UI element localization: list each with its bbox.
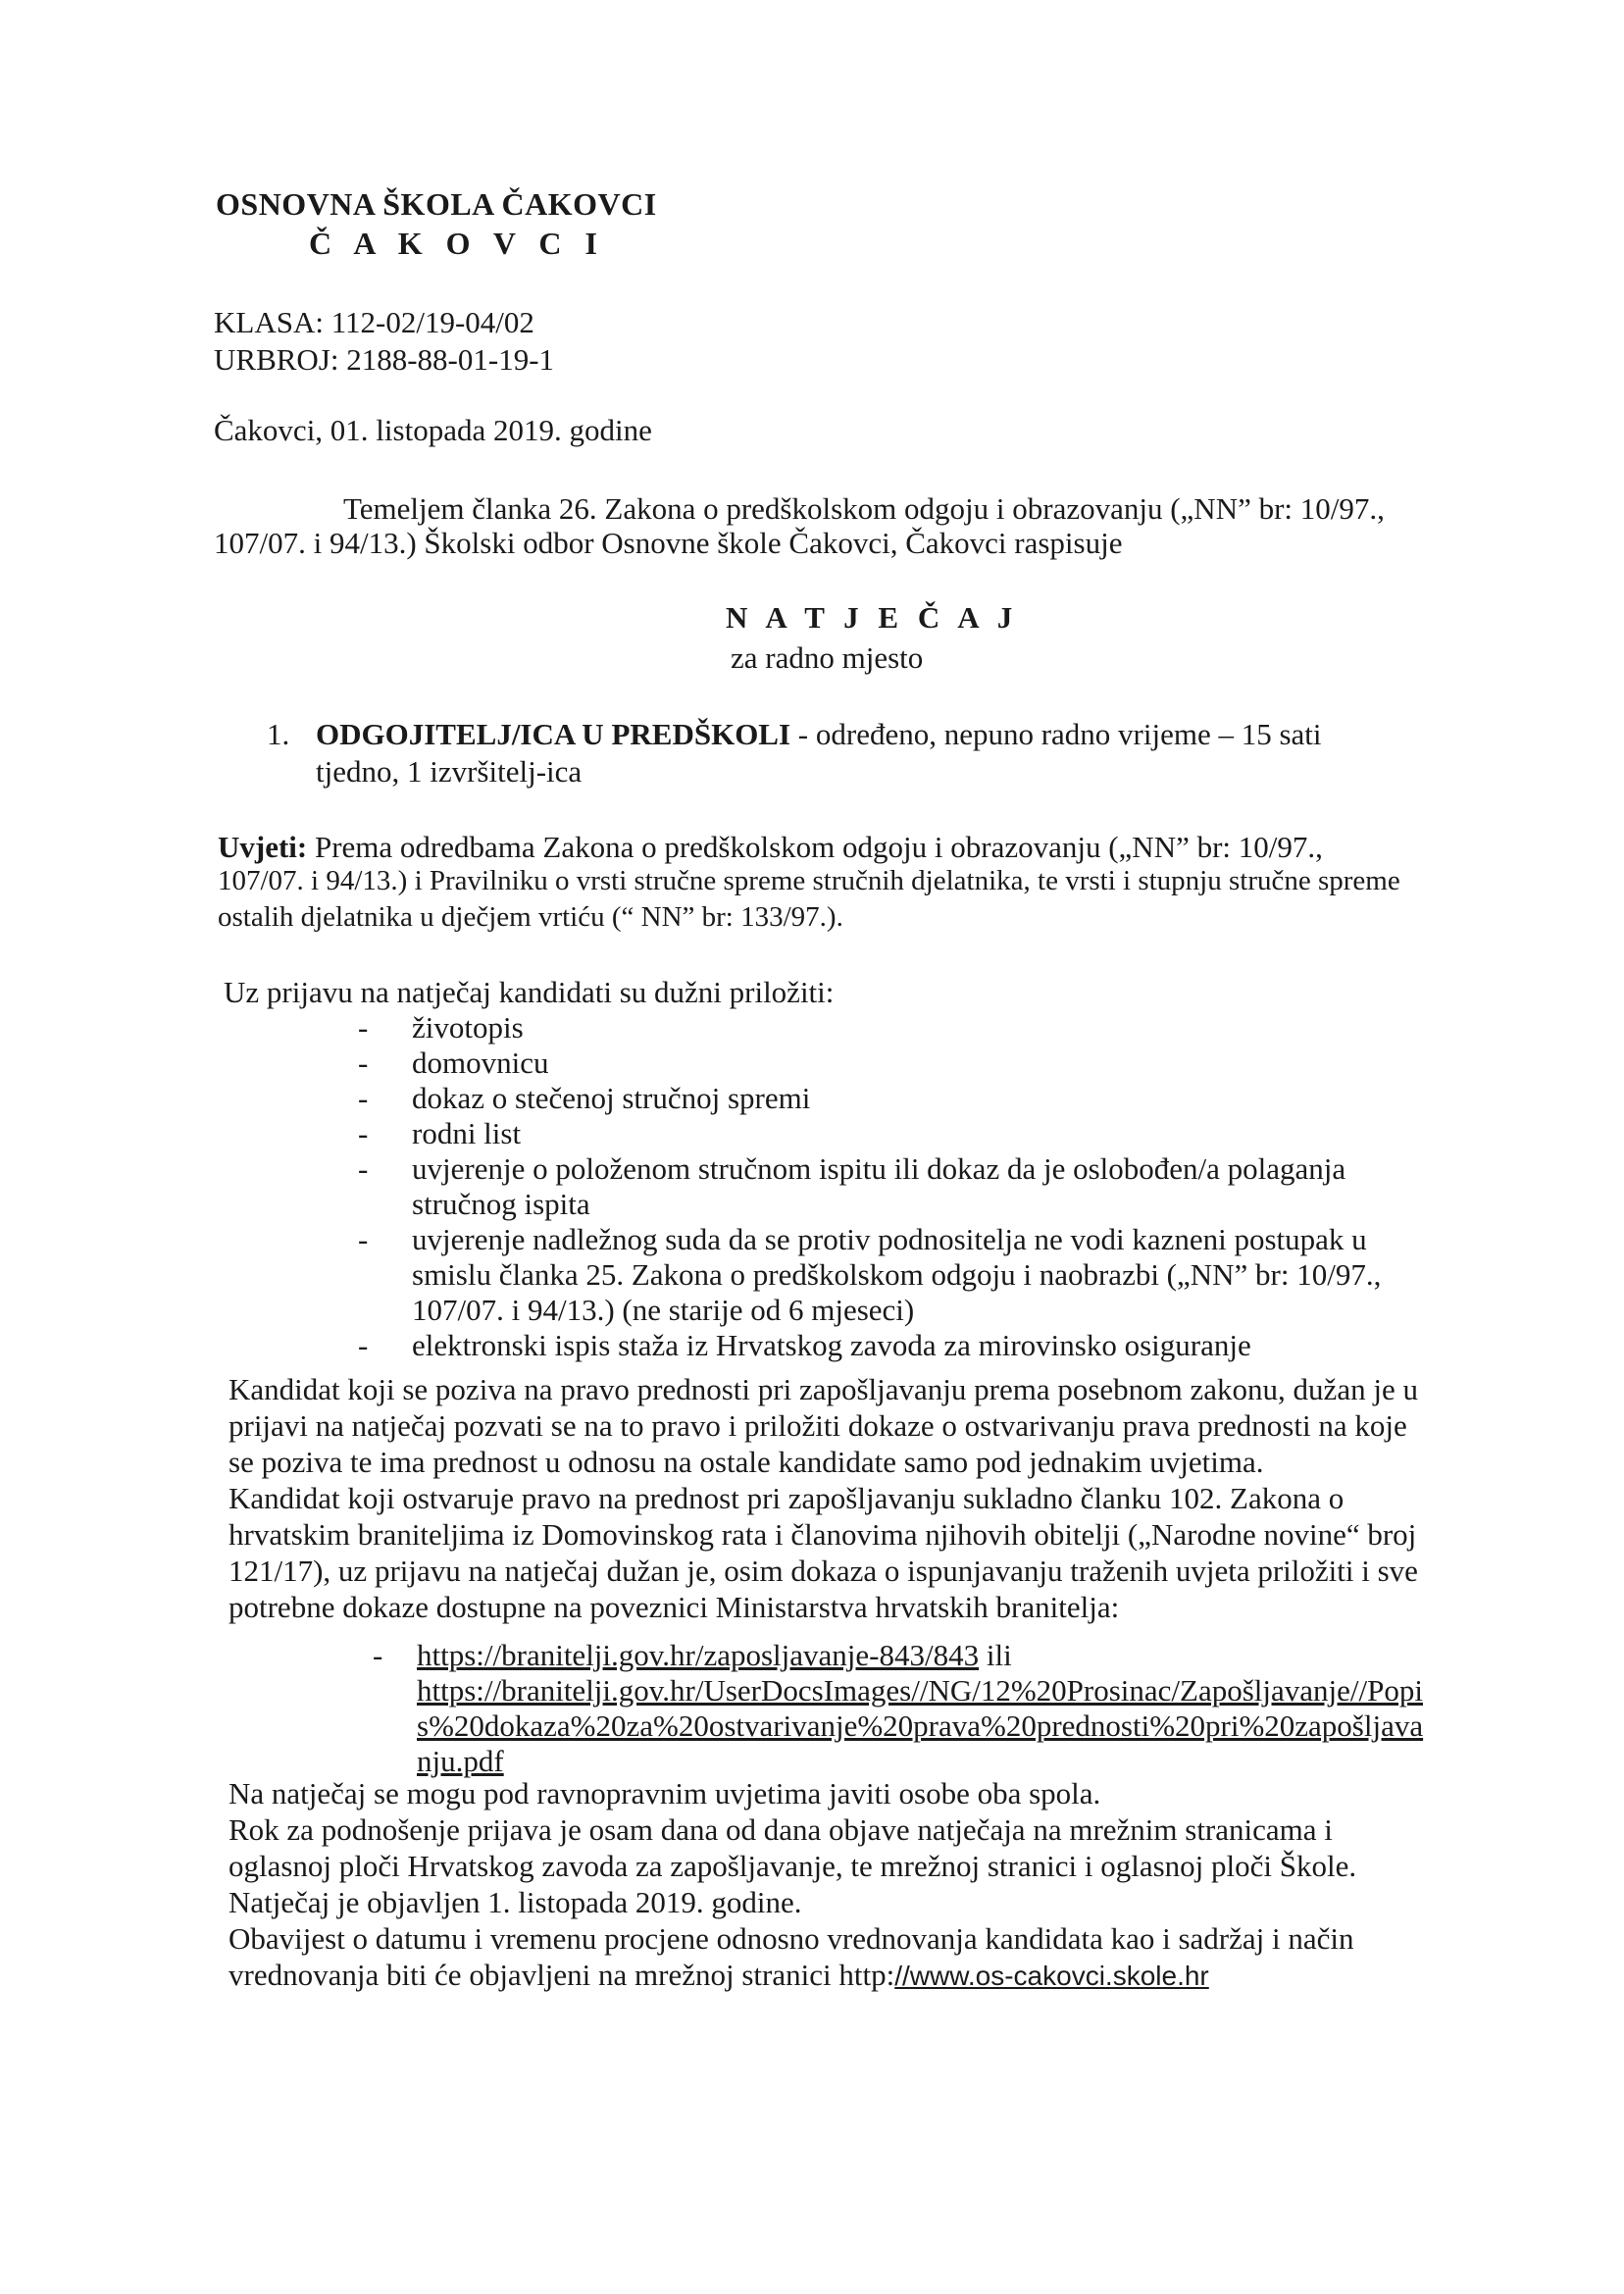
branitelji-link-1[interactable]: https://branitelji.gov.hr/zaposljavanje-843/843 xyxy=(417,1638,980,1672)
paragraph-line xyxy=(228,1957,1356,1994)
position-line xyxy=(267,716,1322,753)
school-name: OSNOVNA ŠKOLA ČAKOVCI xyxy=(216,186,657,222)
paragraph-line: Rok za podnošenje prijava je osam dana od dana objave natječaja na mrežnim stranicama i xyxy=(228,1812,1333,1847)
position-detail-2: tjedno, 1 izvršitelj-ica xyxy=(316,754,583,789)
klasa-line: KLASA: 112-02/19-04/02 xyxy=(214,305,534,339)
paragraph-line: se poziva te ima prednost u odnosu na ostale kandidate samo pod jednakim uvjetima. xyxy=(228,1445,1264,1479)
conditions-label: Uvjeti: xyxy=(218,830,308,864)
priority-paragraph-1 xyxy=(228,1371,1418,1480)
conditions-line-1 xyxy=(218,829,1323,866)
list-item xyxy=(358,1328,1381,1363)
paragraph-line: 121/17), uz prijavu na natječaj dužan je, osim dokaza o ispunjavanju traženih uvjeta priložiti i sve xyxy=(228,1554,1418,1588)
dash-bullet: - xyxy=(373,1638,383,1672)
link-item xyxy=(373,1638,1423,1779)
paragraph-line: oglasnoj ploči Hrvatskog zavoda za zapošljavanje, te mrežnoj stranici i oglasnoj ploči Škole. xyxy=(228,1849,1357,1883)
list-item-text: smislu članka 25. Zakona o predškolskom odgoju i naobrazbi („NN” br: 10/97., xyxy=(412,1257,1382,1292)
paragraph-line: Natječaj je objavljen 1. listopada 2019. godine. xyxy=(228,1885,802,1919)
requirements-list xyxy=(358,1010,1381,1363)
branitelji-link-2[interactable]: https://branitelji.gov.hr/UserDocsImages//NG/12%20Prosinac/Zapošljavanje//Popi xyxy=(417,1673,1423,1708)
conditions-text-1: Prema odredbama Zakona o predškolskom odgoju i obrazovanju („NN” br: 10/97., xyxy=(307,830,1323,864)
dash-bullet: - xyxy=(358,1010,369,1045)
links-list xyxy=(373,1638,1423,1779)
conditions-line-2: 107/07. i 94/13.) i Pravilniku o vrsti stručne spreme stručnih djelatnika, te vrsti i stupnju stručne spreme xyxy=(218,865,1400,896)
priority-paragraph-2 xyxy=(228,1480,1418,1625)
position-detail: - određeno, nepuno radno vrijeme – 15 sati xyxy=(790,717,1322,751)
closing-paragraph xyxy=(228,1775,1356,1994)
document-subtitle: za radno mjesto xyxy=(731,640,924,675)
list-item-text: životopis xyxy=(412,1010,524,1045)
list-item-text: stručnog ispita xyxy=(412,1187,590,1221)
paragraph-line: Kandidat koji se poziva na pravo prednosti pri zapošljavanju prema posebnom zakonu, dužan je u xyxy=(228,1372,1418,1406)
branitelji-link-2-cont[interactable]: s%20dokaza%20za%20ostvarivanje%20prava%20prednosti%20pri%20zapošljava xyxy=(417,1708,1424,1743)
conditions-line-3: ostalih djelatnika u dječjem vrtiću (“ NN” br: 133/97.). xyxy=(218,901,843,933)
list-item xyxy=(358,1222,1381,1328)
list-item xyxy=(358,1081,1381,1116)
document-date: Čakovci, 01. listopada 2019. godine xyxy=(214,413,652,447)
requirements-intro: Uz prijavu na natječaj kandidati su dužni priložiti: xyxy=(224,975,835,1009)
list-item-text: dokaz o stečenoj stručnoj spremi xyxy=(412,1081,811,1115)
dash-bullet: - xyxy=(358,1151,369,1186)
intro-line-2: 107/07. i 94/13.) Školski odbor Osnovne škole Čakovci, Čakovci raspisuje xyxy=(214,526,1123,560)
dash-bullet: - xyxy=(358,1116,369,1150)
intro-line-1: Temeljem članka 26. Zakona o predškolskom odgoju i obrazovanju („NN” br: 10/97., xyxy=(343,491,1385,526)
urbroj-line: URBROJ: 2188-88-01-19-1 xyxy=(214,342,555,377)
list-item xyxy=(358,1045,1381,1081)
position-name: ODGOJITELJ/ICA U PREDŠKOLI xyxy=(316,717,791,751)
dash-bullet: - xyxy=(358,1328,369,1362)
list-item xyxy=(358,1151,1381,1222)
school-website-link[interactable]: //www.os-cakovci.skole.hr xyxy=(894,1961,1209,1991)
list-item-text: uvjerenje o položenom stručnom ispitu ili dokaz da je oslobođen/a polaganja xyxy=(412,1151,1346,1186)
list-item-text: 107/07. i 94/13.) (ne starije od 6 mjeseci) xyxy=(412,1293,915,1327)
list-item-text: domovnicu xyxy=(412,1045,549,1080)
paragraph-line: Na natječaj se mogu pod ravnopravnim uvjetima javiti osobe oba spola. xyxy=(228,1776,1101,1810)
list-item xyxy=(358,1010,1381,1045)
link-line xyxy=(417,1638,1423,1673)
paragraph-line: hrvatskim braniteljima iz Domovinskog rata i članovima njihovih obitelji („Narodne novine“ broj xyxy=(228,1517,1417,1552)
paragraph-line: prijavi na natječaj pozvati se na to pravo i priložiti dokaze o ostvarivanju prava prednosti na koje xyxy=(228,1408,1407,1443)
paragraph-line: potrebne dokaze dostupne na poveznici Ministarstva hrvatskih branitelja: xyxy=(228,1590,1120,1624)
closing-prefix: vrednovanja biti će objavljeni na mrežnoj stranici http: xyxy=(228,1958,895,1992)
list-item-text: uvjerenje nadležnog suda da se protiv podnositelja ne vodi kazneni postupak u xyxy=(412,1222,1367,1256)
dash-bullet: - xyxy=(358,1081,369,1115)
school-city: Č A K O V C I xyxy=(309,226,605,261)
paragraph-line: Obavijest o datumu i vremenu procjene odnosno vrednovanja kandidata kao i sadržaj i način xyxy=(228,1921,1354,1956)
document-title: N A T J E Č A J xyxy=(726,600,1019,635)
list-item xyxy=(358,1116,1381,1151)
branitelji-link-2-end[interactable]: nju.pdf xyxy=(417,1744,504,1778)
link-suffix: ili xyxy=(979,1638,1012,1672)
paragraph-line: Kandidat koji ostvaruje pravo na prednost pri zapošljavanju sukladno članku 102. Zakona o xyxy=(228,1481,1345,1515)
position-number: 1. xyxy=(267,717,290,751)
dash-bullet: - xyxy=(358,1222,369,1256)
dash-bullet: - xyxy=(358,1045,369,1080)
list-item-text: rodni list xyxy=(412,1116,522,1150)
list-item-text: elektronski ispis staža iz Hrvatskog zavoda za mirovinsko osiguranje xyxy=(412,1328,1251,1362)
